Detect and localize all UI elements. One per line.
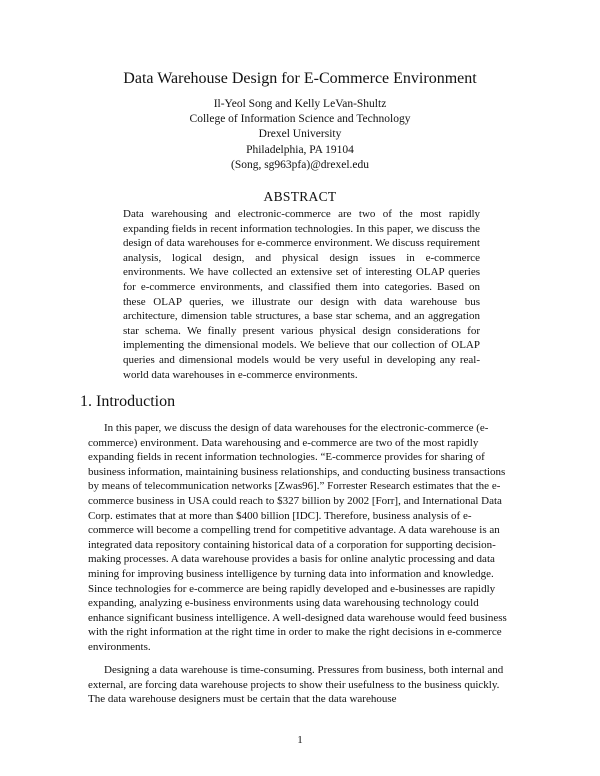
- author-names: Il-Yeol Song and Kelly LeVan-Shultz: [213, 98, 387, 110]
- author-affiliation: College of Information Science and Technology: [189, 113, 411, 126]
- abstract-heading: ABSTRACT: [263, 189, 337, 204]
- author-block: [0, 97, 600, 173]
- author-address: Philadelphia, PA 19104: [246, 143, 354, 156]
- author-email: (Song, sg963pfa)@drexel.edu: [230, 158, 370, 171]
- section-heading-introduction: 1. Introduction: [80, 393, 176, 410]
- page-number: 1: [297, 734, 303, 746]
- introduction-paragraph-1: In this paper, we discuss the design of data warehouses for the electronic-commerce (e-commerce) environment. Data warehousing and e-commerce are two of the most rapidly expanding fields in recent information technologies. “E-commerce provides for sharing of business information, maintaining business relationships, and conducting business transactions by means of telecommunication networks [Zwas96].” Forrester Research estimates that the e-commerce business in USA could reach to $327 billion by 2002 [Forr], and International Data Corp. estimates that at more than $400 billion [IDC]. Therefore, business analysis of e-commerce will become a compelling trend for competitive advantage. A data warehouse is an integrated data repository containing historical data of a corporation for supporting decision-making processes. A data warehouse provides a basis for online analytic processing and data mining for improving business intelligence by turning data into information and knowledge. Since technologies for e-commerce are being rapidly developed and e-businesses are rapidly expanding, analyzing e-business environments using data warehousing technology could enhance significant business intelligence. A well-designed data warehouse would feed business with the right information at the right time in order to make the right decisions in e-commerce environments.: [88, 422, 507, 653]
- paper-title: Data Warehouse Design for E-Commerce Environment: [123, 70, 477, 87]
- introduction-paragraph-2: Designing a data warehouse is time-consuming. Pressures from business, both internal and external, are forcing data warehouse projects to show their usefulness to the business quickly. The data warehouse designers must be certain that the data warehouse: [88, 664, 504, 706]
- author-university: Drexel University: [258, 128, 342, 141]
- abstract-text: Data warehousing and electronic-commerce are two of the most rapidly expanding fields in recent information technologies. In this paper, we discuss the design of data warehouses for e-commerce environment. We discuss requirement analysis, logical design, and physical design issues in e-commerce environments. We have collected an extensive set of interesting OLAP queries for e-commerce environments, and classified them into categories. Based on these OLAP queries, we illustrate our design with data warehouse bus architecture, dimension table structures, a base star schema, and an aggregation star schema. We finally present various physical design considerations for implementing the dimensional models. We believe that our collection of OLAP queries and dimensional models would be very useful in developing any real-world data warehouses in e-commerce environments.: [123, 208, 480, 381]
